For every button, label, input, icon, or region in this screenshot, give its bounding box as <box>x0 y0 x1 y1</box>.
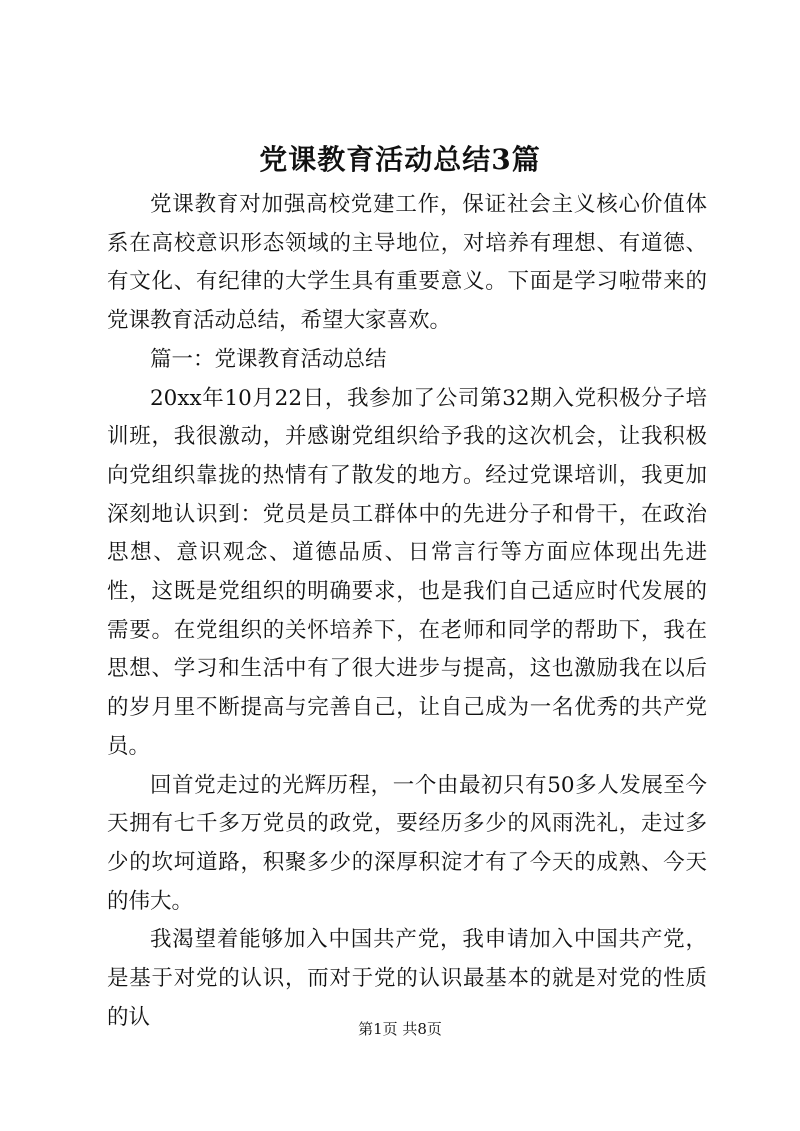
paragraph: 20xx年10月22日，我参加了公司第32期入党积极分子培训班，我很激动，并感谢党组织给予我的这次机会，让我积极向党组织靠拢的热情有了散发的地方。经过党课培训，我更加深刻地认识到：党员是员工群体中的先进分子和骨干，在政治思想、意识观念、道德品质、日常言行等方面应体现出先进性，这既是党组织的明确要求，也是我们自己适应时代发展的需要。在党组织的关怀培养下，在老师和同学的帮助下，我在思想、学习和生活中有了很大进步与提高，这也激励我在以后的岁月里不断提高与完善自己，让自己成为一名优秀的共产党员。 <box>107 385 707 759</box>
paragraph: 我渴望着能够加入中国共产党，我申请加入中国共产党，是基于对党的认识，而对于党的认识最基本的就是对党的性质的认 <box>107 927 707 1030</box>
paragraph: 回首党走过的光辉历程，一个由最初只有50多人发展至今天拥有七千多万党员的政党，要经历多少的风雨洗礼，走过多少的坎坷道路，积聚多少的深厚积淀才有了今天的成熟、今天的伟大。 <box>107 772 707 914</box>
section-heading: 篇一：党课教育活动总结 <box>150 346 387 372</box>
page-footer: 第1页 共8页 <box>358 1020 442 1038</box>
document-title: 党课教育活动总结3篇 <box>259 143 541 176</box>
document-body <box>107 186 707 1037</box>
paragraph-intro: 党课教育对加强高校党建工作，保证社会主义核心价值体系在高校意识形态领域的主导地位，对培养有理想、有道德、有文化、有纪律的大学生具有重要意义。下面是学习啦带来的党课教育活动总结，希望大家喜欢。 <box>107 192 707 334</box>
